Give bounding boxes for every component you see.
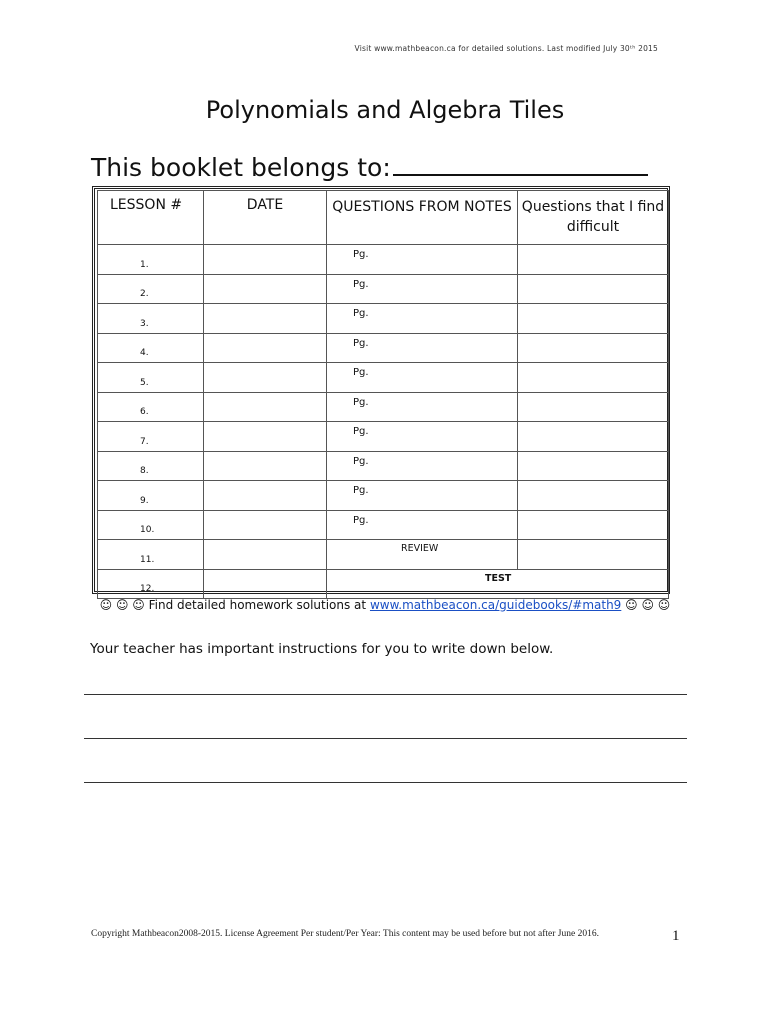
difficult-cell[interactable] [518,392,669,422]
page-ref-label: Pg. [353,426,369,437]
lesson-number: 11. [140,554,155,565]
table-row [98,451,669,481]
solutions-link[interactable]: www.mathbeacon.ca/guidebooks/#math9 [369,598,622,612]
date-cell[interactable] [204,422,327,452]
date-cell[interactable] [204,481,327,511]
page-ref-label: Pg. [353,278,369,290]
writing-line-3[interactable] [84,782,687,783]
header-questions: QUESTIONS FROM NOTES [327,191,518,245]
date-cell[interactable] [204,363,327,393]
smiley-icons-left: ☺ ☺ ☺ [99,598,145,612]
date-cell[interactable] [204,569,327,599]
solutions-line [0,598,770,612]
questions-cell[interactable] [327,481,518,511]
page-ref-label: Pg. [353,337,369,349]
lesson-number: 5. [140,377,149,388]
difficult-cell[interactable] [518,274,669,304]
instructions-text: Your teacher has important instructions for you to write down below. [90,641,554,657]
page-ref-label: Pg. [353,308,369,319]
review-label: REVIEW [401,543,439,554]
lesson-number: 6. [140,407,149,417]
header-note: Visit www.mathbeacon.ca for detailed solutions. Last modified July 30ᵗʰ 2015 [354,44,658,53]
lesson-cell [98,274,204,304]
date-cell[interactable] [204,304,327,334]
table-row [98,304,669,334]
owner-line [91,152,648,182]
table-row [98,333,669,363]
owner-label: This booklet belongs to: [91,153,391,182]
header-difficult: Questions that I find difficult [518,191,669,245]
header-lesson: LESSON # [98,191,204,245]
lesson-cell [98,245,204,275]
questions-cell[interactable] [327,569,669,599]
questions-cell[interactable] [327,274,518,304]
lesson-table [97,190,669,599]
lesson-number: 7. [140,436,149,447]
date-cell[interactable] [204,333,327,363]
page-ref-label: Pg. [353,485,369,496]
questions-cell[interactable] [327,392,518,422]
lesson-cell [98,304,204,334]
copyright-footer: Copyright Mathbeacon2008-2015. License Agreement Per student/Per Year: This content may be used before but not after June 2016. [91,929,599,939]
table-row [98,363,669,393]
page-title: Polynomials and Algebra Tiles [205,96,565,124]
test-label: TEST [485,572,512,584]
date-cell[interactable] [204,245,327,275]
owner-name-blank[interactable] [393,152,648,176]
table-row [98,569,669,599]
lesson-cell [98,363,204,393]
lesson-cell [98,510,204,540]
difficult-cell[interactable] [518,451,669,481]
lesson-number: 4. [140,348,149,358]
table-row [98,422,669,452]
difficult-cell[interactable] [518,363,669,393]
difficult-cell[interactable] [518,333,669,363]
date-cell[interactable] [204,540,327,570]
lesson-number: 8. [140,466,149,476]
questions-cell[interactable] [327,510,518,540]
questions-cell[interactable] [327,451,518,481]
lesson-cell [98,422,204,452]
date-cell[interactable] [204,451,327,481]
difficult-cell[interactable] [518,481,669,511]
table-row [98,481,669,511]
lesson-number: 1. [140,259,149,270]
lesson-number: 12. [140,584,155,594]
page-ref-label: Pg. [353,514,369,526]
solutions-text: Find detailed homework solutions at [148,598,367,612]
lesson-cell [98,392,204,422]
questions-cell[interactable] [327,540,518,570]
date-cell[interactable] [204,510,327,540]
smiley-icons-right: ☺ ☺ ☺ [625,598,671,612]
lesson-number: 3. [140,318,149,329]
table-row [98,392,669,422]
lesson-cell [98,333,204,363]
questions-cell[interactable] [327,245,518,275]
difficult-cell[interactable] [518,510,669,540]
difficult-cell[interactable] [518,245,669,275]
lesson-cell [98,569,204,599]
difficult-cell[interactable] [518,422,669,452]
table-header-row [98,191,669,245]
page-ref-label: Pg. [353,396,369,408]
lesson-number: 10. [140,525,155,535]
page-ref-label: Pg. [353,367,369,378]
lesson-cell [98,540,204,570]
lesson-number: 2. [140,289,149,299]
difficult-cell[interactable] [518,304,669,334]
questions-cell[interactable] [327,304,518,334]
header-date: DATE [204,191,327,245]
table-row [98,540,669,570]
writing-line-2[interactable] [84,738,687,739]
lesson-cell [98,481,204,511]
date-cell[interactable] [204,274,327,304]
table-row [98,274,669,304]
questions-cell[interactable] [327,363,518,393]
table-row [98,510,669,540]
page-number: 1 [672,928,680,944]
writing-line-1[interactable] [84,694,687,695]
page-ref-label: Pg. [353,249,369,260]
questions-cell[interactable] [327,422,518,452]
page-ref-label: Pg. [353,455,369,467]
date-cell[interactable] [204,392,327,422]
table-row [98,245,669,275]
questions-cell[interactable] [327,333,518,363]
difficult-cell[interactable] [518,540,669,570]
lesson-cell [98,451,204,481]
lesson-number: 9. [140,495,149,506]
